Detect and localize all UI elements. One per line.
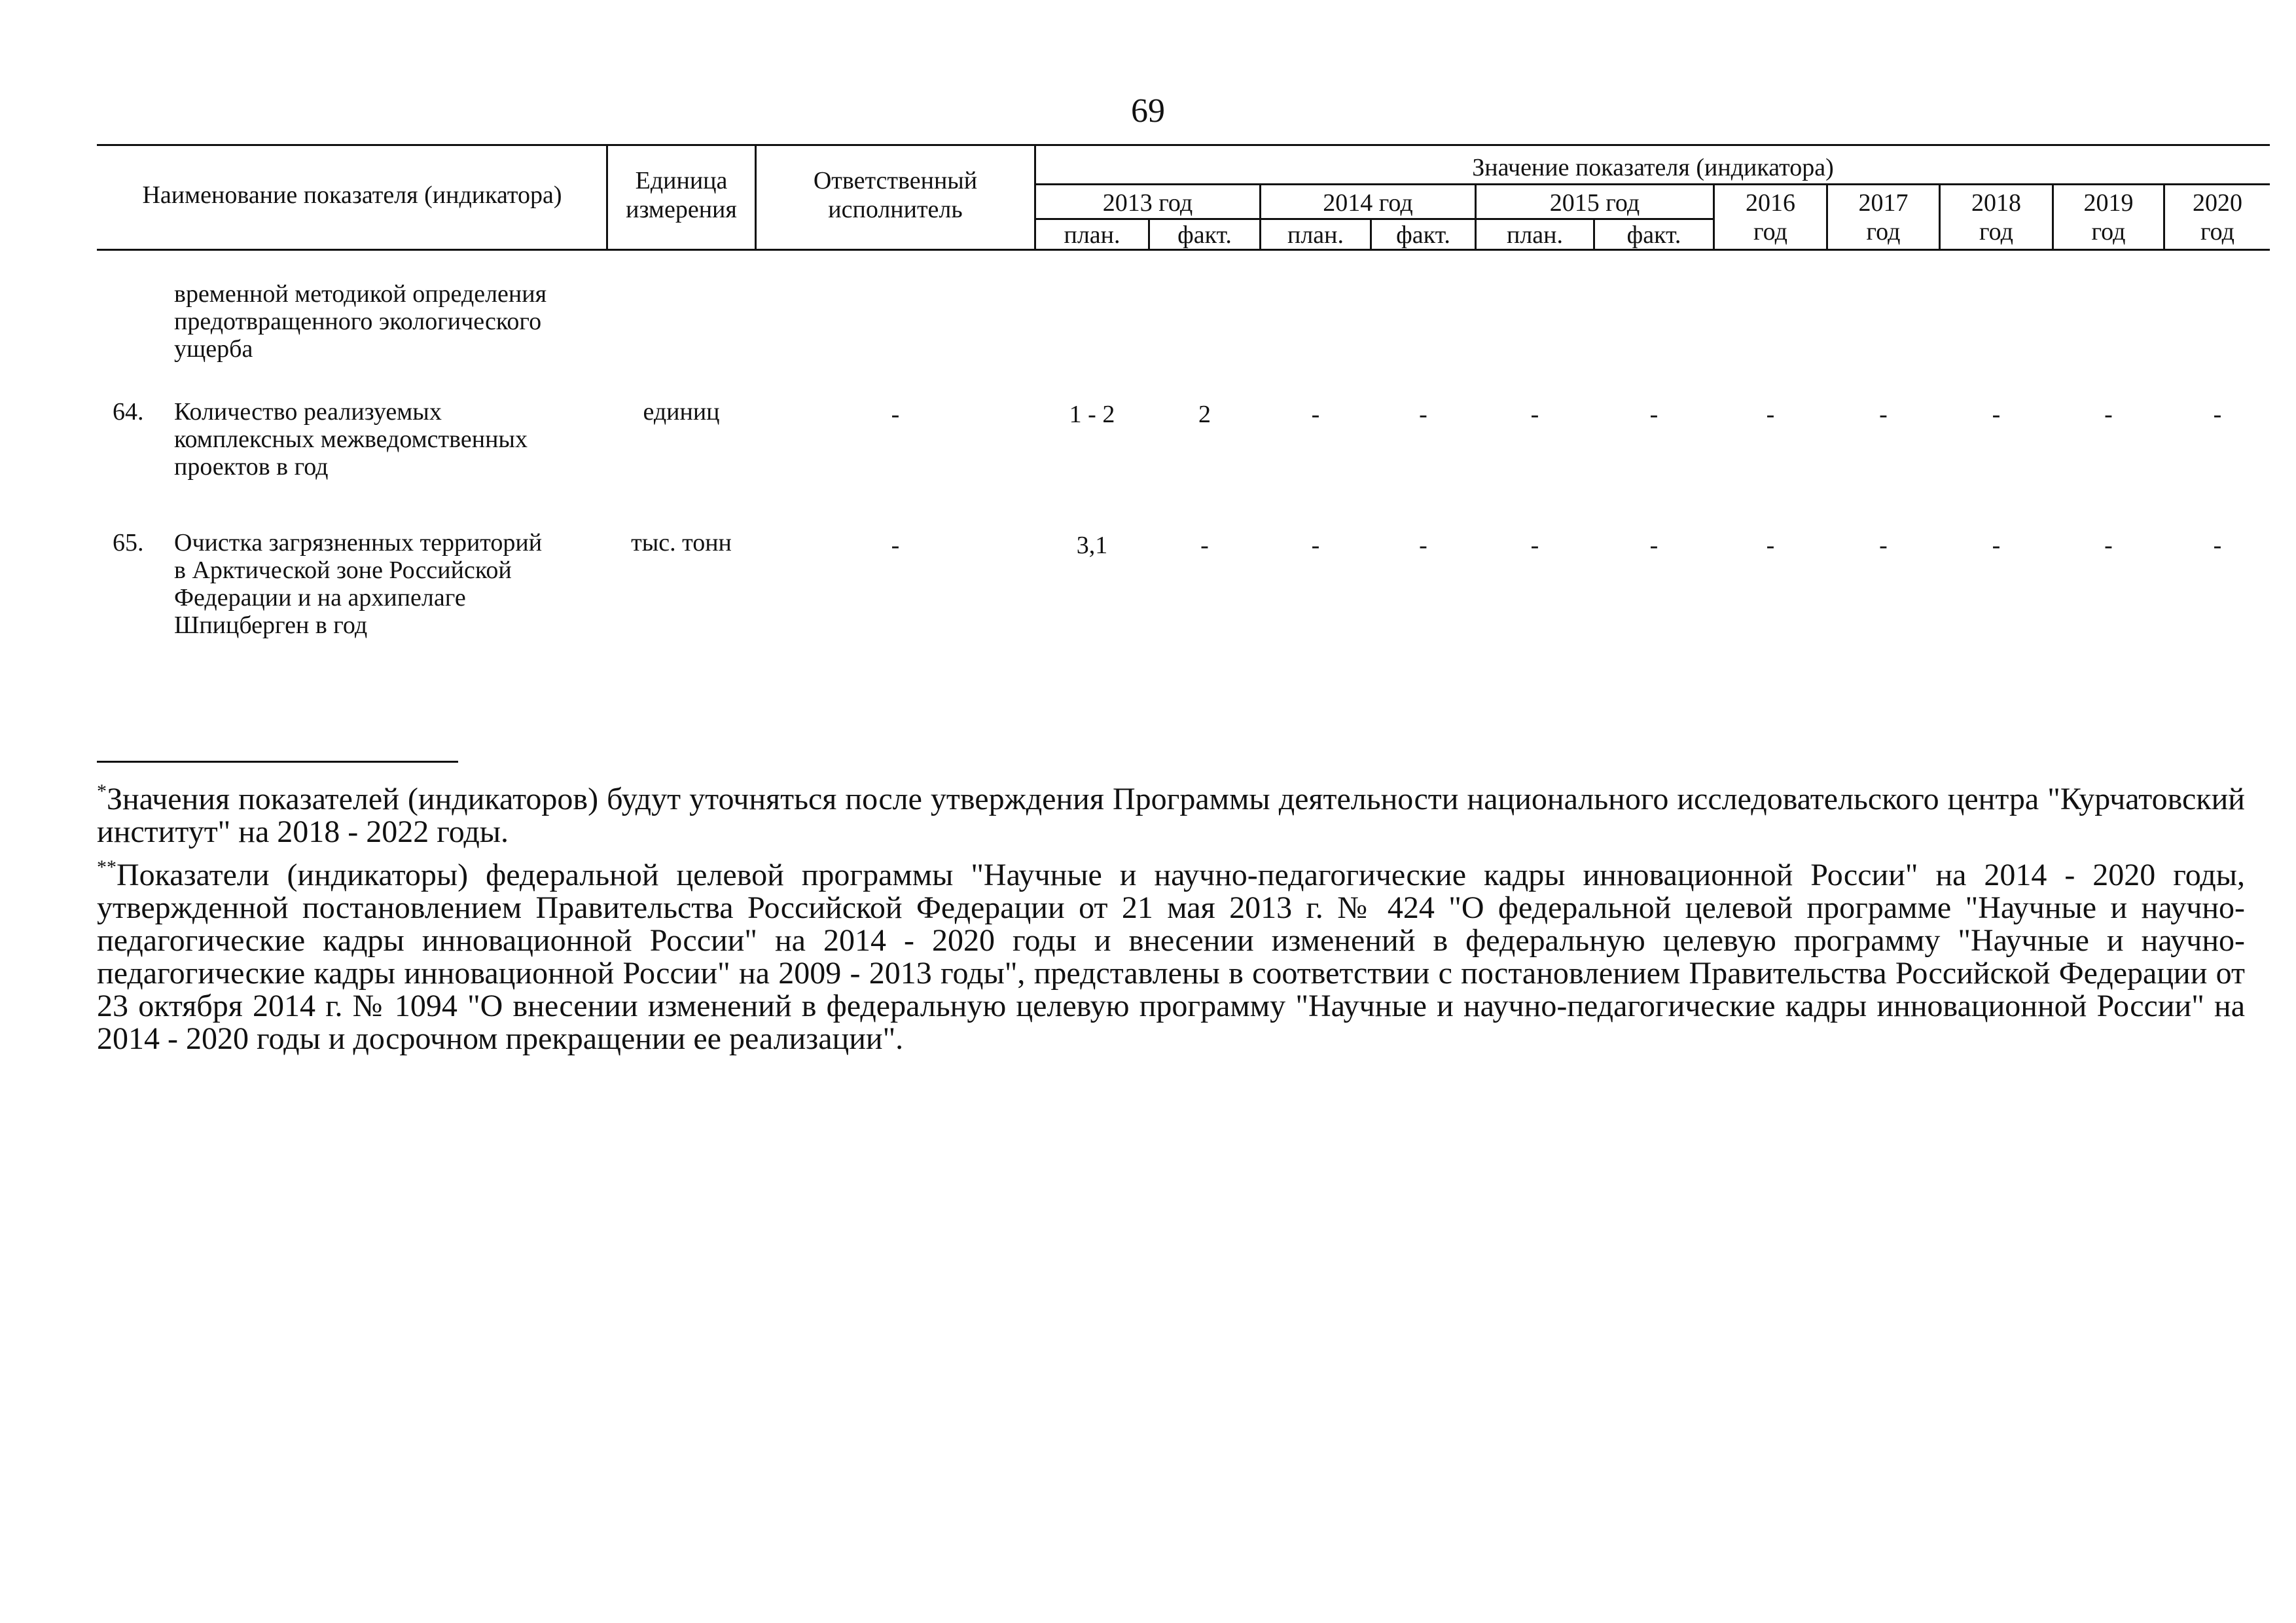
header-name: Наименование показателя (индикатора) [142,181,562,209]
value-2014-plan: - [1311,401,1320,428]
header-year-2016: 2016 год [1746,189,1795,246]
value-2019: - [2104,401,2113,428]
header-year-2013: 2013 год [1102,189,1193,217]
footnote-mark: * [97,780,107,802]
footnote-2 [97,856,2245,1056]
value-2018: - [1992,532,2001,559]
header-unit: Единица измерения [626,167,737,223]
footnote-text: Значения показателей (индикаторов) будут уточняться после утверждения Программы деятельности национального исследовательского центра "Курчатовский институт" на 2018 - 2022 годы. [97,782,2245,849]
value-2014-fact: - [1419,401,1427,428]
row-name: Количество реализуемых комплексных межведомственных проектов в год [174,398,528,481]
value-2015-plan: - [1530,532,1539,559]
header-value-group: Значение показателя (индикатора) [1472,154,1834,181]
value-2013-plan: 3,1 [1076,532,1108,559]
row-number: 65. [113,529,144,556]
value-2015-fact: - [1649,532,1659,559]
continuation-text: временной методикой определения предотвращенного экологического ущерба [174,280,547,363]
footnote-mark: ** [97,856,117,878]
header-fact-2013: факт. [1177,221,1232,249]
value-2019: - [2104,532,2113,559]
footnote-text: Показатели (индикаторы) федеральной целевой программы "Научные и научно-педагогические кадры инновационной России" на 2014 - 2020 годы, утвержденной постановлением Правительства Российской Федерации от 21 мая 2013 г. № 424 "О федеральной целевой программе "Научные и научно-педагогические кадры инновационной России" на 2014 - 2020 годы и внесении изменений в федеральную целевую программу "Научные и научно-педагогические кадры инновационной России" на 2009 - 2013 годы", представлены в соответствии с постановлением Правительства Российской Федерации от 23 октября 2014 г. № 1094 "О внесении изменений в федеральную целевую программу "Научные и научно-педагогические кадры инновационной России" на 2014 - 2020 годы и досрочном прекращении ее реализации". [97,858,2245,1056]
value-2015-fact: - [1649,401,1659,428]
header-plan-2015: план. [1506,221,1563,249]
value-2018: - [1992,401,2001,428]
value-2013-fact: - [1200,532,1209,559]
header-year-2014: 2014 год [1323,189,1413,217]
row-unit: тыс. тонн [631,529,732,556]
header-fact-2014: факт. [1396,221,1450,249]
footnote-1 [97,780,2245,849]
value-2014-fact: - [1419,532,1427,559]
row-name: Очистка загрязненных территорий в Арктической зоне Российской Федерации и на архипелаге Шпицберген в год [174,529,543,639]
footnote-separator [97,761,458,763]
row-executor: - [891,532,900,559]
row-executor: - [891,401,900,428]
page-number: 69 [1131,92,1165,130]
header-plan-2013: план. [1064,221,1121,249]
value-2017: - [1879,532,1888,559]
header-year-2018: 2018 год [1971,189,2021,246]
header-year-2020: 2020 год [2193,189,2242,246]
row-number: 64. [113,398,144,426]
header-fact-2015: факт. [1626,221,1681,249]
value-2020: - [2213,401,2222,428]
value-2013-fact: 2 [1198,401,1211,428]
value-2017: - [1879,401,1888,428]
value-2016: - [1766,401,1775,428]
value-2014-plan: - [1311,532,1320,559]
row-unit: единиц [643,398,720,426]
header-year-2015: 2015 год [1549,189,1640,217]
header-year-2019: 2019 год [2083,189,2134,246]
value-2016: - [1766,532,1775,559]
header-year-2017: 2017 год [1858,189,1909,246]
header-executor: Ответственный исполнитель [813,167,978,223]
value-2013-plan: 1 - 2 [1069,401,1115,428]
value-2020: - [2213,532,2222,559]
value-2015-plan: - [1530,401,1539,428]
header-plan-2014: план. [1287,221,1344,249]
